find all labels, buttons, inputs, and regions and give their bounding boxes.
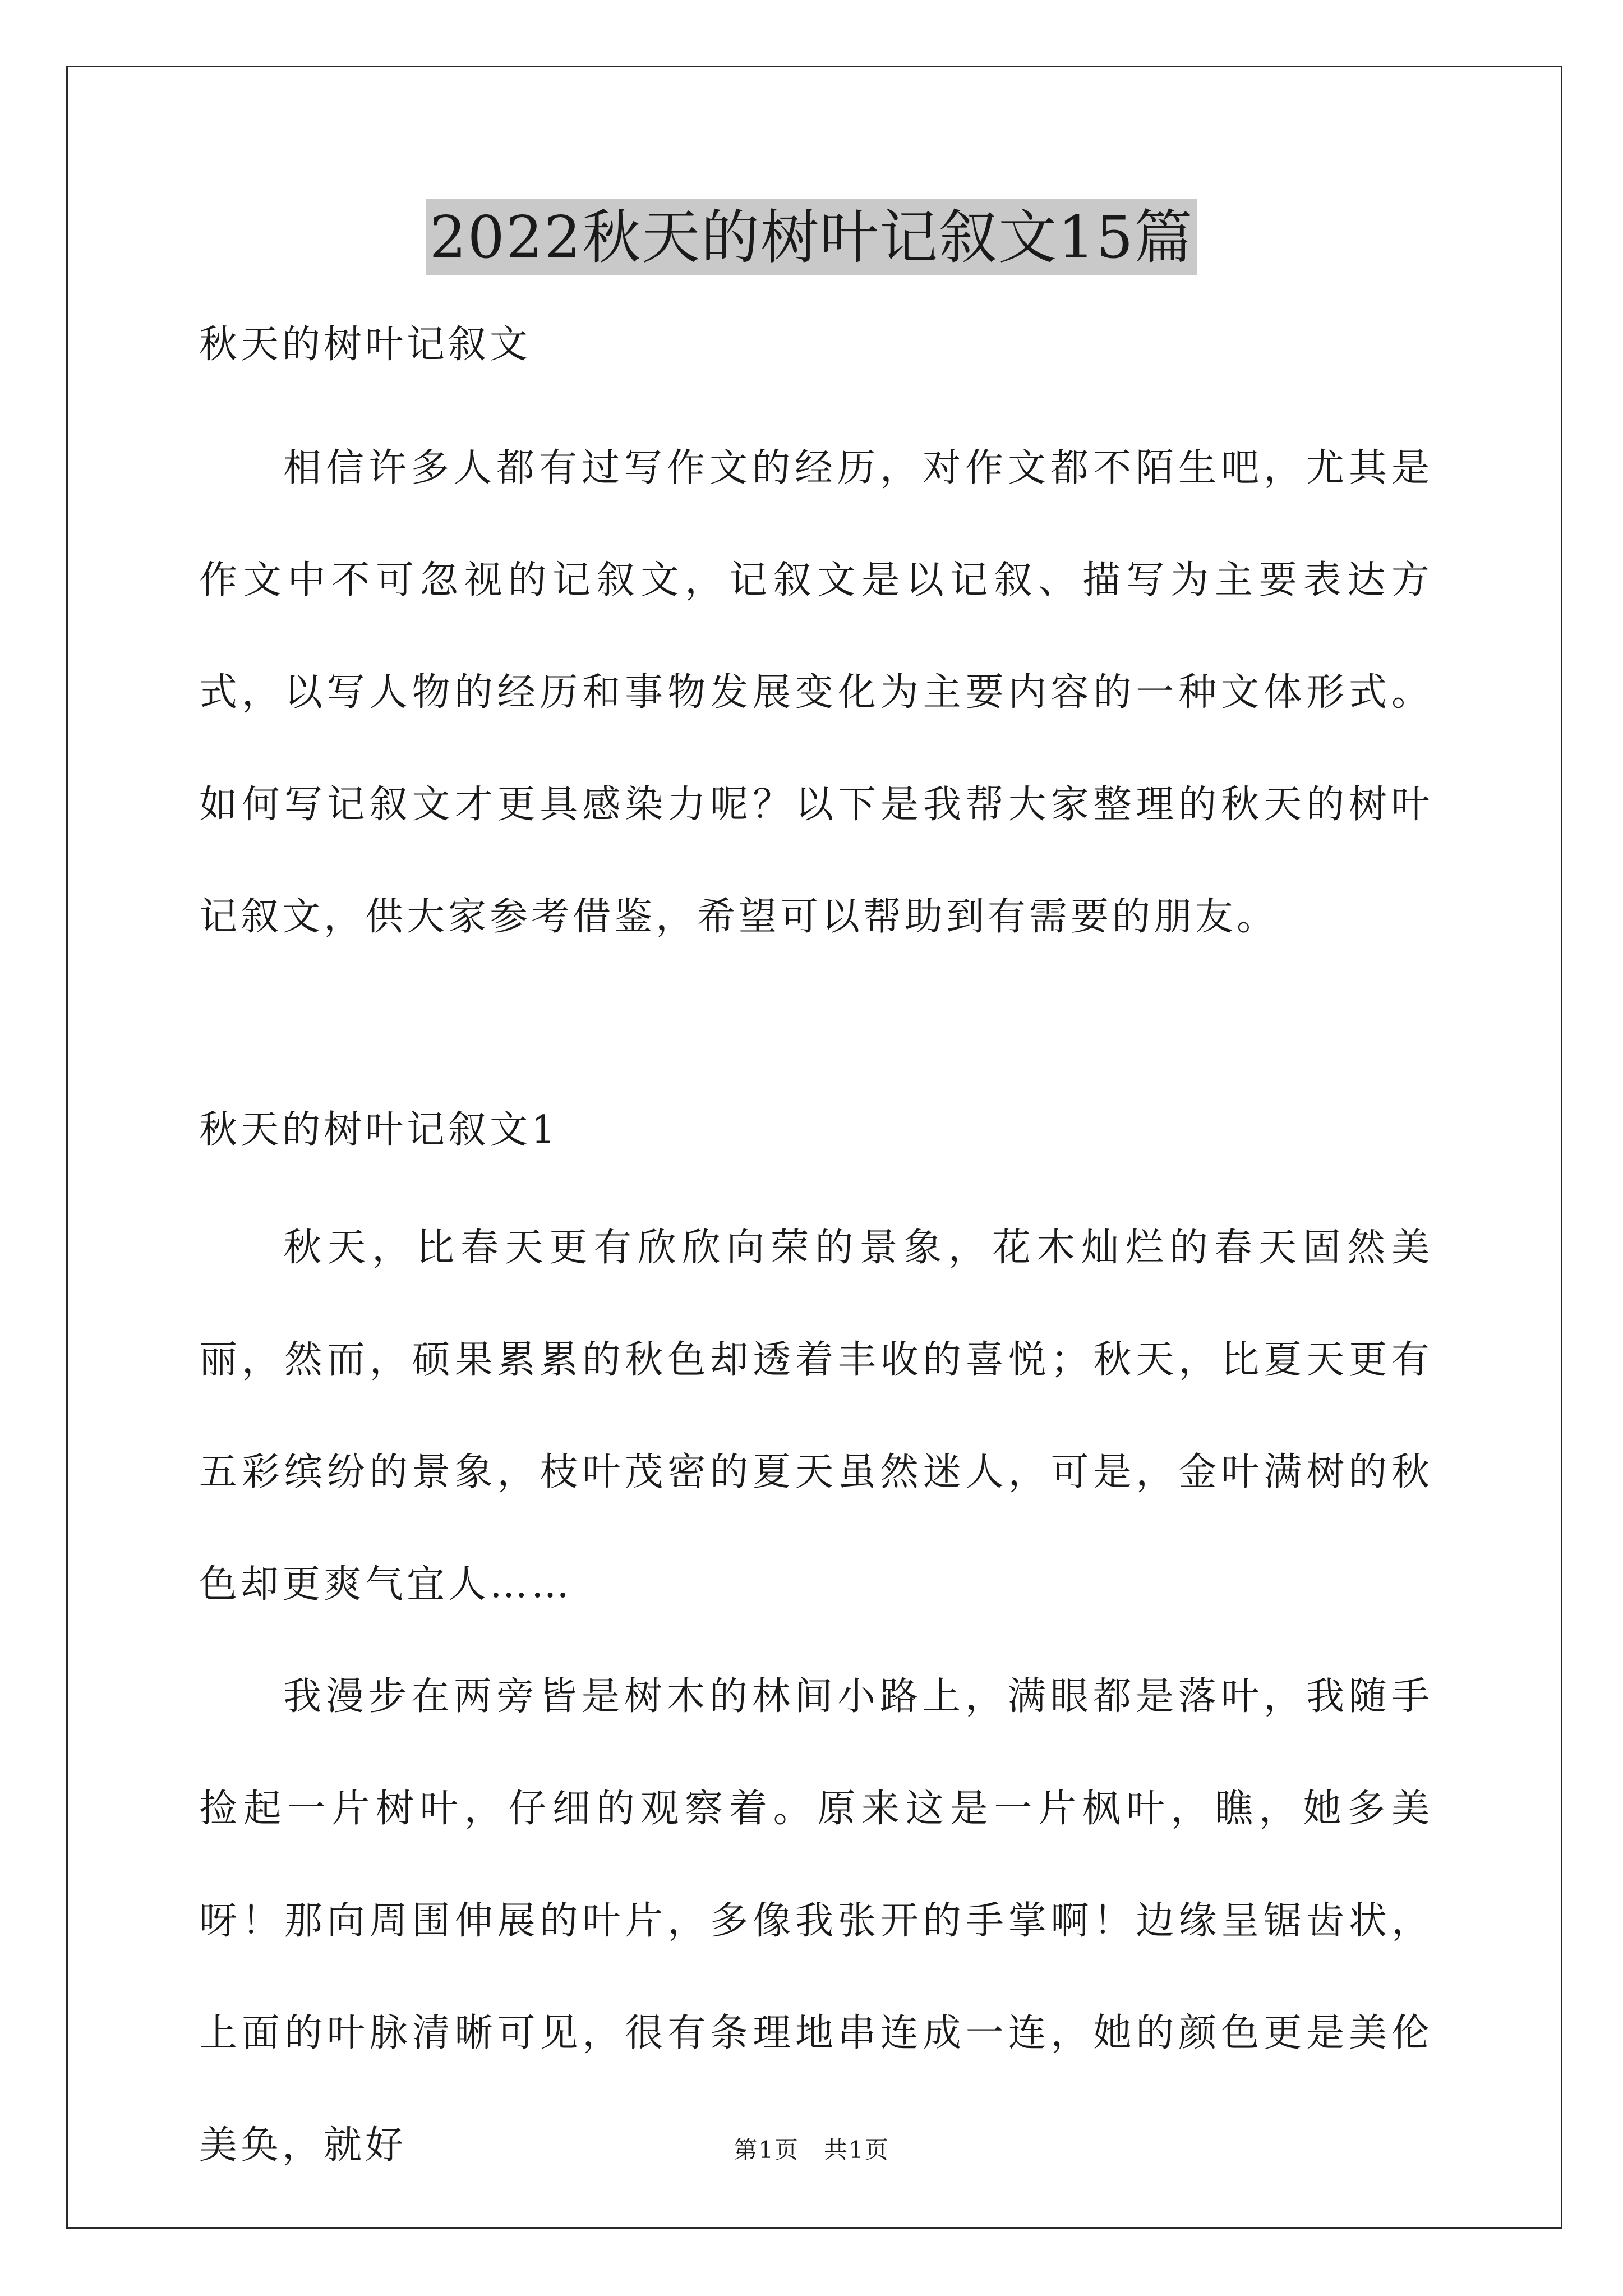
section1-heading: 秋天的树叶记叙文1	[199, 1108, 559, 1152]
section1-paragraph-2: 我漫步在两旁皆是树木的林间小路上，满眼都是落叶，我随手捡起一片树叶，仔细的观察着。原来这是一片枫叶，瞧，她多美呀！那向周围伸展的叶片，多像我张开的手掌啊！边缘呈锯齿状，上面的叶脉清晰可见，很有条理地串连成一连，她的颜色更是美伦美奂，就好	[199, 1674, 1433, 2168]
page-footer	[0, 2132, 1623, 2165]
intro-paragraph: 相信许多人都有过写作文的经历，对作文都不陌生吧，尤其是作文中不可忽视的记叙文，记叙文是以记叙、描写为主要表达方式，以写人物的经历和事物发展变化为主要内容的一种文体形式。如何写记叙文才更具感染力呢？以下是我帮大家整理的秋天的树叶记叙文，供大家参考借鉴，希望可以帮助到有需要的朋友。	[199, 446, 1433, 939]
section-1	[199, 1102, 1433, 1158]
page-number: 第1页 共1页	[734, 2136, 889, 2164]
document-title: 2022秋天的树叶记叙文15篇	[426, 199, 1197, 275]
intro-heading: 秋天的树叶记叙文	[199, 323, 532, 367]
intro-section	[199, 317, 1433, 373]
intro-body	[199, 412, 1433, 973]
title-container	[0, 199, 1623, 275]
section-1-body	[199, 1192, 1433, 2202]
section1-paragraph-1: 秋天，比春天更有欣欣向荣的景象，花木灿烂的春天固然美丽，然而，硕果累累的秋色却透着丰收的喜悦；秋天，比夏天更有五彩缤纷的景象，枝叶茂密的夏天虽然迷人，可是，金叶满树的秋色却更爽气宜人……	[199, 1226, 1433, 1607]
